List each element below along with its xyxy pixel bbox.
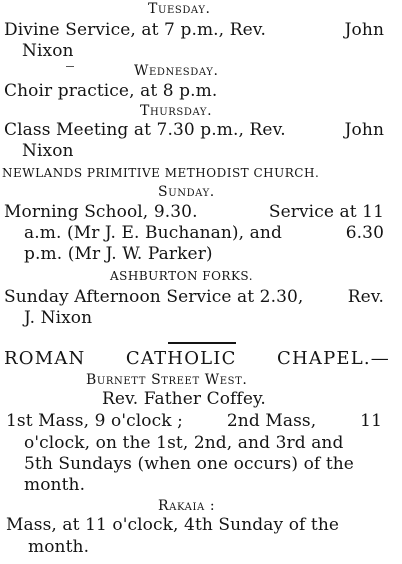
thursday-class-line2: Nixon (22, 141, 74, 161)
rakaia-heading: Rakaia : (158, 498, 216, 514)
ashburton-heading: ASHBURTON FORKS. (110, 269, 254, 283)
catholic-mass-line4: month. (24, 475, 86, 495)
newlands-buchanan-line (24, 223, 384, 243)
ashburton-service-line (4, 287, 384, 307)
ashburton-service-name: Rev. (347, 287, 384, 307)
tuesday-service-line2: Nixon (22, 41, 74, 61)
catholic-title (4, 348, 390, 370)
catholic-priest-line: Rev. Father Coffey. (102, 389, 266, 409)
newlands-morning-line (4, 202, 384, 222)
catholic-second-mass: 2nd Mass, (226, 411, 317, 431)
newlands-church-heading: NEWLANDS PRIMITIVE METHODIST CHURCH. (2, 166, 320, 180)
tuesday-service-line (4, 20, 384, 40)
rakaia-mass-line1: Mass, at 11 o'clock, 4th Sunday of the (6, 515, 340, 535)
catholic-mass-line3: 5th Sundays (when one occurs) of the (24, 454, 354, 474)
catholic-mass-line1 (6, 411, 382, 431)
newlands-sunday-heading: Sunday. (158, 184, 215, 200)
ashburton-nixon-line: J. Nixon (24, 308, 93, 328)
thursday-class-line (4, 120, 384, 140)
newlands-evening-time: 6.30 (345, 223, 384, 243)
tuesday-heading: Tuesday. (148, 1, 211, 17)
catholic-mass-line2: o'clock, on the 1st, 2nd, and 3rd and (24, 433, 344, 453)
catholic-title-catholic: CATHOLIC (125, 348, 237, 369)
newlands-buchanan-text: a.m. (Mr J. E. Buchanan), and (24, 223, 282, 243)
catholic-first-mass: 1st Mass, 9 o'clock ; (6, 411, 183, 431)
tuesday-service-name: John (344, 20, 384, 40)
thursday-class-text: Class Meeting at 7.30 p.m., Rev. (4, 120, 286, 140)
newlands-service-text: Service at 11 (268, 202, 384, 222)
ashburton-service-text: Sunday Afternoon Service at 2.30, (4, 287, 304, 307)
wednesday-heading: Wednesday. (134, 63, 219, 79)
catholic-second-mass-time: 11 (360, 411, 382, 431)
wednesday-choir-line: Choir practice, at 8 p.m. (4, 81, 218, 101)
tuesday-service-text: Divine Service, at 7 p.m., Rev. (4, 20, 266, 40)
rakaia-mass-line2: month. (28, 537, 90, 557)
print-speck (66, 66, 74, 67)
newlands-morning-text: Morning School, 9.30. (4, 202, 198, 222)
newlands-parker-line: p.m. (Mr J. W. Parker) (24, 244, 213, 264)
section-divider (168, 342, 236, 344)
thursday-heading: Thursday. (140, 103, 213, 119)
catholic-title-chapel: CHAPEL.— (277, 348, 390, 369)
catholic-title-roman: ROMAN (4, 348, 86, 369)
thursday-class-name: John (344, 120, 384, 140)
catholic-street-heading: Burnett Street West. (86, 372, 248, 388)
